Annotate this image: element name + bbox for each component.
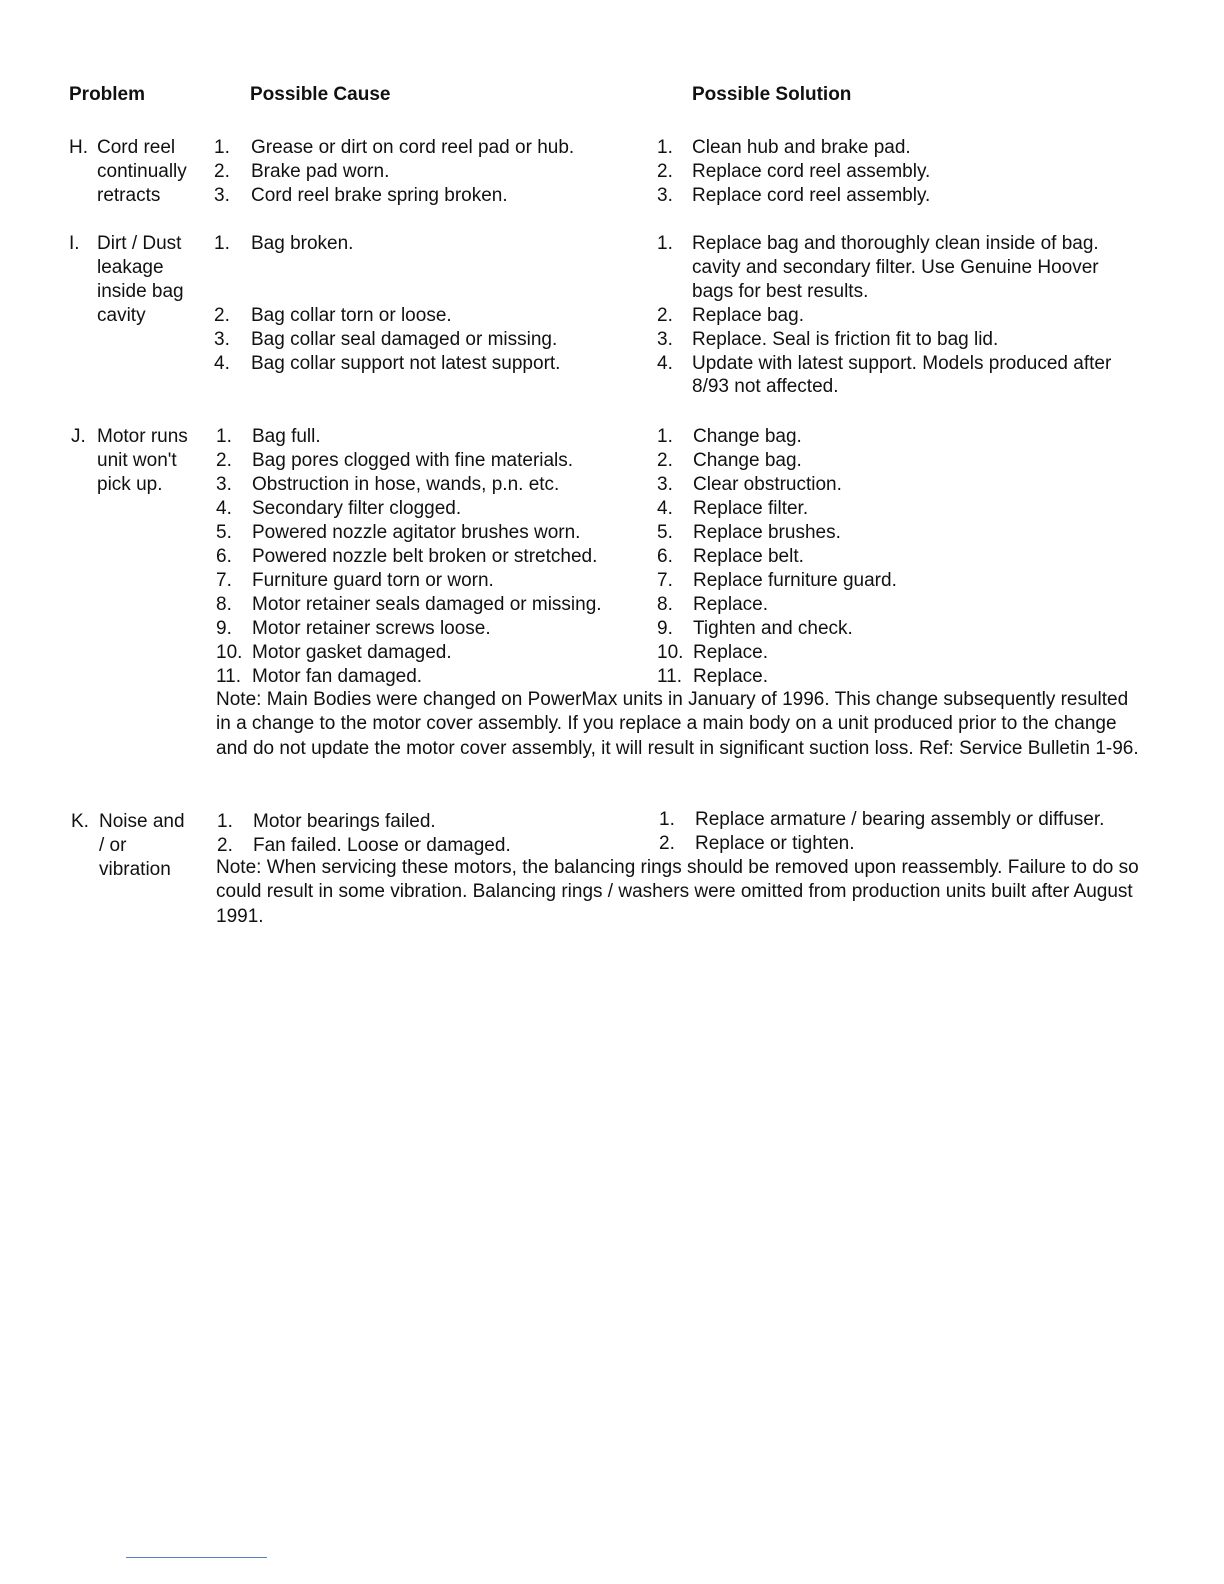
cause-number: 9. xyxy=(216,618,232,639)
cause-number: 4. xyxy=(214,353,230,374)
cause-number: 4. xyxy=(216,498,232,519)
solution-number: 7. xyxy=(657,570,673,591)
solution-text: Replace belt. xyxy=(693,546,804,567)
cause-number: 1. xyxy=(216,426,232,447)
cause-text: Bag collar support not latest support. xyxy=(251,353,561,374)
solution-number: 3. xyxy=(657,185,673,206)
solution-text: Replace. xyxy=(693,666,768,687)
note-powermax-main-bodies: Note: Main Bodies were changed on PowerMax units in January of 1996. This change subsequently resulted in a change to the motor cover assembly. If you replace a main body on a unit produced prior to the change and do not update the motor cover assembly, it will result in significant suction loss. Ref: Service Bulletin 1-96. xyxy=(216,689,1139,759)
solution-number: 6. xyxy=(657,546,673,567)
solution-number: 4. xyxy=(657,353,673,374)
cause-number: 2. xyxy=(216,450,232,471)
solution-text: Replace brushes. xyxy=(693,522,841,543)
solution-text: Clean hub and brake pad. xyxy=(692,137,911,158)
solution-number: 9. xyxy=(657,618,673,639)
solution-text: Replace. xyxy=(693,642,768,663)
cause-number: 3. xyxy=(214,185,230,206)
solution-number: 1. xyxy=(657,233,673,254)
solution-number: 2. xyxy=(657,305,673,326)
solution-text: Tighten and check. xyxy=(693,618,853,639)
problem-letter: J. xyxy=(71,426,86,447)
cause-number: 11. xyxy=(216,666,242,687)
problem-line: Cord reel xyxy=(97,137,176,158)
cause-text: Bag collar torn or loose. xyxy=(251,305,452,326)
cause-text: Secondary filter clogged. xyxy=(252,498,462,519)
header-problem: Problem xyxy=(69,84,146,105)
cause-number: 1. xyxy=(214,137,230,158)
note-balancing-rings: Note: When servicing these motors, the balancing rings should be removed upon reassembly. Failure to do so could result in some vibration. Balancing rings / washers were omitted from production units built after August 1991. xyxy=(216,857,1139,927)
cause-text: Bag collar seal damaged or missing. xyxy=(251,329,558,350)
cause-text: Powered nozzle belt broken or stretched. xyxy=(252,546,598,567)
solution-text: Replace armature / bearing assembly or diffuser. xyxy=(695,809,1105,830)
cause-text: Bag pores clogged with fine materials. xyxy=(252,450,574,471)
cause-number: 8. xyxy=(216,594,232,615)
solution-text: Clear obstruction. xyxy=(693,474,842,495)
problem-line: pick up. xyxy=(97,474,163,495)
solution-number: 10. xyxy=(657,642,684,663)
solution-number: 2. xyxy=(657,450,673,471)
solution-text: Change bag. xyxy=(693,426,802,447)
solution-text: Replace or tighten. xyxy=(695,833,855,854)
cause-text: Motor gasket damaged. xyxy=(252,642,452,663)
solution-text: cavity and secondary filter. Use Genuine Hoover xyxy=(692,257,1099,278)
solution-text: Replace furniture guard. xyxy=(693,570,897,591)
solution-text: Update with latest support. Models produced after xyxy=(692,353,1112,374)
problem-line: leakage xyxy=(97,257,164,278)
problem-line: vibration xyxy=(99,859,171,880)
cause-text: Obstruction in hose, wands, p.n. etc. xyxy=(252,474,560,495)
solution-text: Replace filter. xyxy=(693,498,809,519)
cause-text: Motor bearings failed. xyxy=(253,811,436,832)
footer-divider xyxy=(126,1557,267,1558)
solution-text: Replace. Seal is friction fit to bag lid. xyxy=(692,329,999,350)
cause-number: 6. xyxy=(216,546,232,567)
cause-text: Motor retainer screws loose. xyxy=(252,618,491,639)
problem-line: Noise and xyxy=(99,811,185,832)
solution-number: 3. xyxy=(657,329,673,350)
cause-number: 10. xyxy=(216,642,243,663)
solution-number: 1. xyxy=(659,809,675,830)
cause-text: Bag broken. xyxy=(251,233,354,254)
solution-text: Replace cord reel assembly. xyxy=(692,161,931,182)
cause-text: Bag full. xyxy=(252,426,321,447)
cause-text: Furniture guard torn or worn. xyxy=(252,570,494,591)
cause-text: Cord reel brake spring broken. xyxy=(251,185,508,206)
header-possible-cause: Possible Cause xyxy=(250,84,391,105)
solution-number: 3. xyxy=(657,474,673,495)
cause-number: 1. xyxy=(214,233,230,254)
solution-number: 2. xyxy=(657,161,673,182)
problem-line: Dirt / Dust xyxy=(97,233,182,254)
solution-text: Change bag. xyxy=(693,450,802,471)
solution-number: 11. xyxy=(657,666,683,687)
problem-line: continually xyxy=(97,161,187,182)
cause-text: Motor retainer seals damaged or missing. xyxy=(252,594,602,615)
solution-number: 1. xyxy=(657,426,673,447)
solution-text: bags for best results. xyxy=(692,281,869,302)
cause-number: 7. xyxy=(216,570,232,591)
header-possible-solution: Possible Solution xyxy=(692,84,852,105)
solution-number: 4. xyxy=(657,498,673,519)
solution-text: Replace. xyxy=(693,594,768,615)
cause-text: Brake pad worn. xyxy=(251,161,390,182)
problem-letter: K. xyxy=(71,811,89,832)
problem-letter: I. xyxy=(69,233,80,254)
cause-text: Powered nozzle agitator brushes worn. xyxy=(252,522,581,543)
problem-letter: H. xyxy=(69,137,88,158)
cause-number: 5. xyxy=(216,522,232,543)
cause-number: 2. xyxy=(214,161,230,182)
solution-number: 1. xyxy=(657,137,673,158)
solution-number: 2. xyxy=(659,833,675,854)
problem-line: / or xyxy=(99,835,127,856)
problem-line: unit won't xyxy=(97,450,177,471)
problem-line: retracts xyxy=(97,185,161,206)
cause-text: Fan failed. Loose or damaged. xyxy=(253,835,511,856)
cause-number: 3. xyxy=(216,474,232,495)
solution-text: 8/93 not affected. xyxy=(692,376,839,397)
cause-number: 2. xyxy=(217,835,233,856)
problem-line: Motor runs xyxy=(97,426,188,447)
cause-text: Grease or dirt on cord reel pad or hub. xyxy=(251,137,575,158)
cause-number: 3. xyxy=(214,329,230,350)
solution-number: 8. xyxy=(657,594,673,615)
problem-line: cavity xyxy=(97,305,146,326)
solution-text: Replace cord reel assembly. xyxy=(692,185,931,206)
problem-line: inside bag xyxy=(97,281,184,302)
cause-number: 2. xyxy=(214,305,230,326)
cause-number: 1. xyxy=(217,811,233,832)
solution-text: Replace bag and thoroughly clean inside of bag. xyxy=(692,233,1099,254)
solution-text: Replace bag. xyxy=(692,305,804,326)
solution-number: 5. xyxy=(657,522,673,543)
cause-text: Motor fan damaged. xyxy=(252,666,423,687)
